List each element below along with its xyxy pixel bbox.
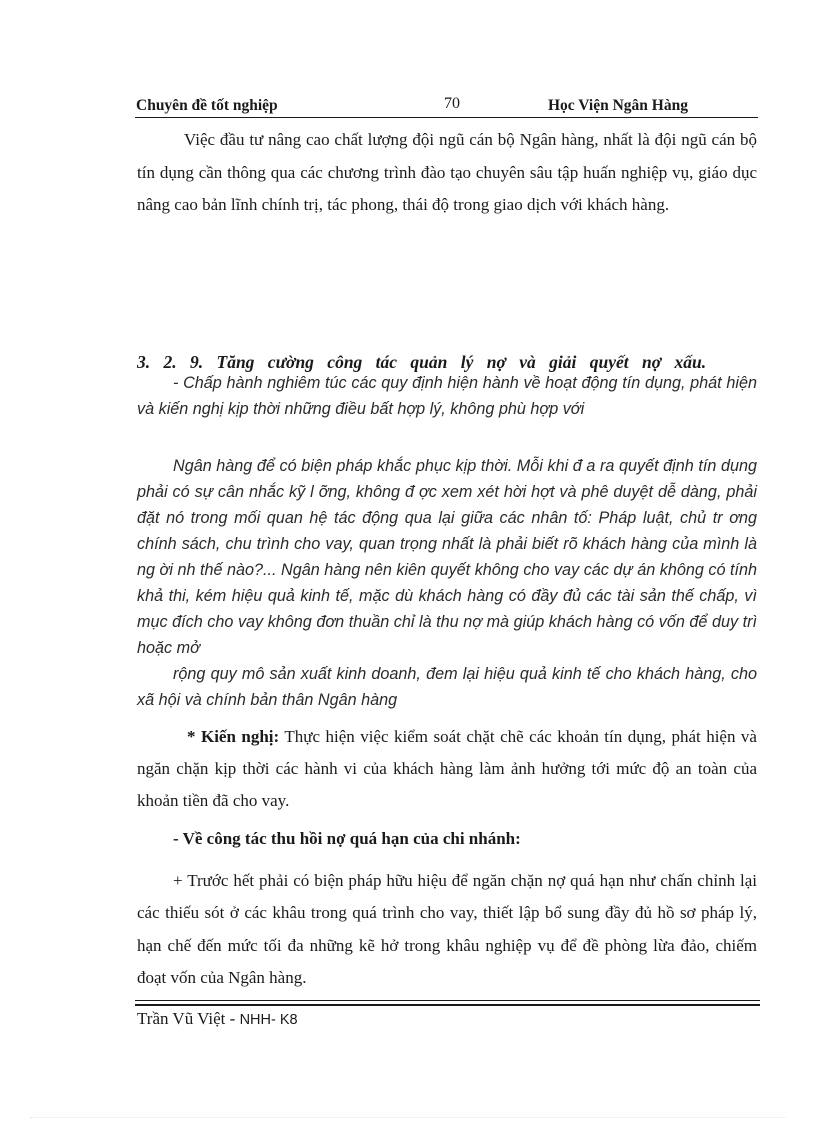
header-institution: Học Viện Ngân Hàng [548,97,688,114]
paragraph-staff-training: Việc đầu tư nâng cao chất lượng đội ngũ cán bộ Ngân hàng, nhất là đội ngũ cán bộ tín dụng cần thông qua các chương trình đào tạo chuyên sâu tập huấn nghiệp vụ, giáo dục nâng cao bản lĩnh chính trị, tác phong, thái độ trong giao dịch với khách hàng. [137,130,757,215]
footer-class-code: NHH- K8 [239,1012,298,1028]
recommendation-label: * Kiến nghị: [187,727,280,746]
footer-divider-thick [135,1004,760,1006]
footer-author-name: Trần Vũ Việt - [137,1009,240,1028]
page-bottom-border [30,1117,786,1118]
header-divider [135,117,758,118]
header-document-type: Chuyên đề tốt nghiệp [136,97,278,114]
page-number: 70 [444,95,460,112]
recommendation-text: Thực hiện việc kiểm soát chặt chẽ các khoản tín dụng, phát hiện và ngăn chặn kịp thời các hành vi của khách hàng làm ảnh hưởng tới mức độ an toàn của khoản tiền đã cho vay. [137,727,757,810]
paragraph-credit-regulations: - Chấp hành nghiêm túc các quy định hiện hành về hoạt động tín dụng, phát hiện và kiến nghị kịp thời những điều bất hợp lý, không phù hợp với [137,374,757,418]
paragraph-overdue-prevention: + Trước hết phải có biện pháp hữu hiệu để ngăn chặn nợ quá hạn như chấn chỉnh lại các thiếu sót ở các khâu trong quá trình cho vay, thiết lập bổ sung đầy đủ hồ sơ pháp lý, hạn chế đến mức tối đa những kẽ hở trong khâu nghiệp vụ để đề phòng lừa đảo, chiếm đoạt vốn của Ngân hàng. [137,871,757,987]
paragraph-recommendation [137,721,757,817]
paragraph-credit-decisions: Ngân hàng để có biện pháp khắc phục kịp thời. Mỗi khi đ a ra quyết định tín dụng phải có sự cân nhắc kỹ l ỡng, không đ ợc xem xét hời hợt và phê duyệt dễ dàng, phải đặt nó trong mối quan hệ tác động qua lại giữa các nhân tố: Pháp luật, chủ tr ơng chính sách, chu trình cho vay, quan trọng nhất là phải biết rõ khách hàng của mình là ng ời nh thế nào?... Ngân hàng nên kiên quyết không cho vay các dự án không có tính khả thi, kém hiệu quả kinh tế, mặc dù khách hàng có đầy đủ các tài sản thế chấp, vì mục đích cho vay không đơn thuần chỉ là thu nợ mà giúp khách hàng có vốn để duy trì hoặc mở [137,457,757,657]
footer-author [137,1009,298,1029]
subheading-overdue-debt: - Về công tác thu hồi nợ quá hạn của chi nhánh: [173,829,521,848]
paragraph-credit-decisions-end: rộng quy mô sản xuất kinh doanh, đem lại hiệu quả kinh tế cho khách hàng, cho xã hội và chính bản thân Ngân hàng [137,665,757,709]
footer-divider-thin [135,1000,760,1001]
section-heading: 3. 2. 9. Tăng cường công tác quản lý nợ và giải quyết nợ xấu. [137,352,707,372]
